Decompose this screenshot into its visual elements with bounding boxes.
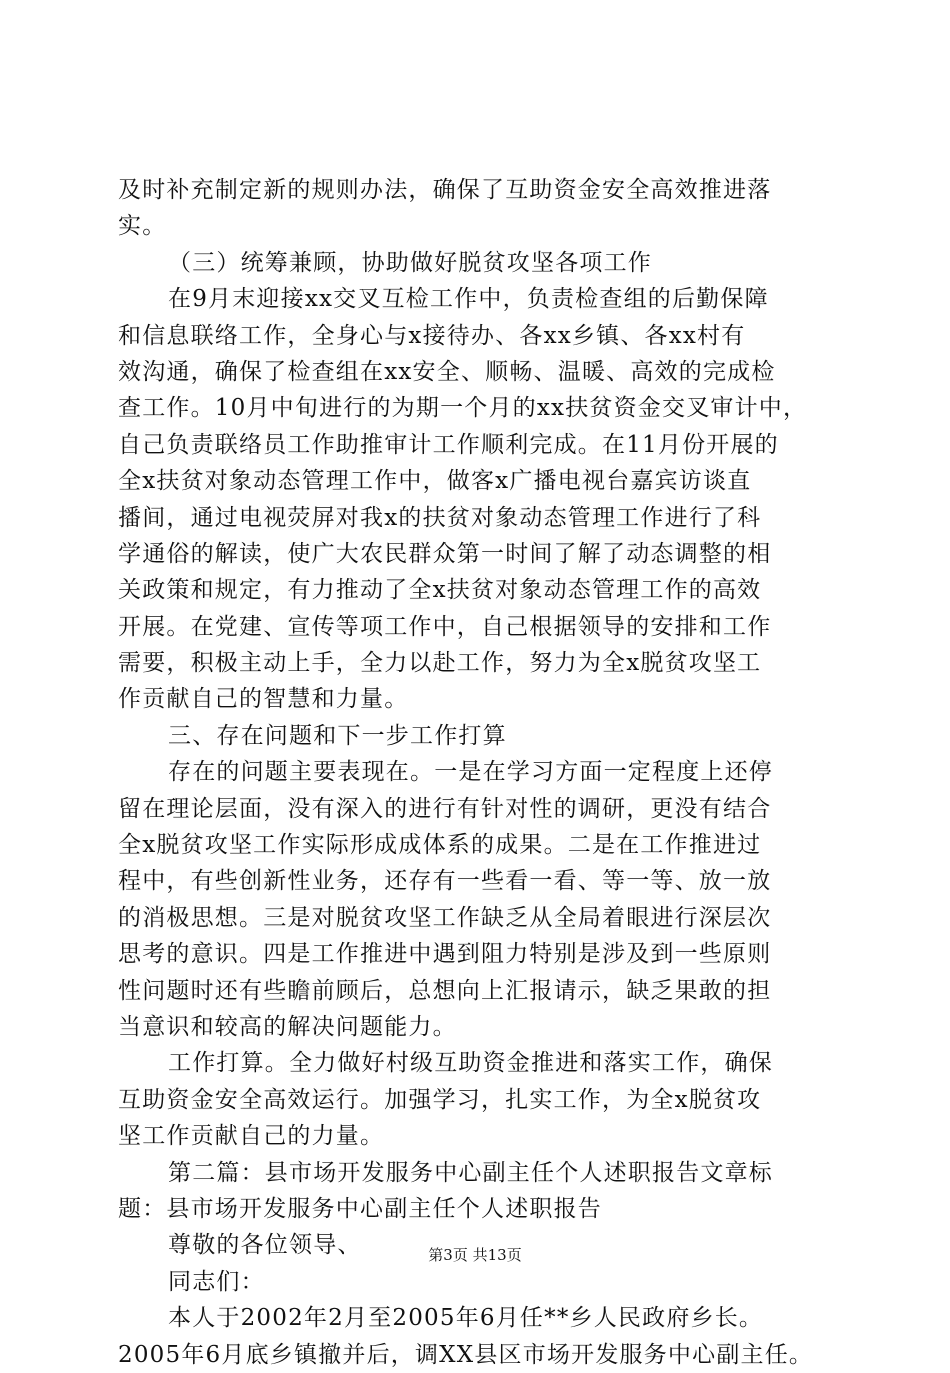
text-line: 当意识和较高的解决问题能力。 xyxy=(118,1013,457,1040)
text-line: 全x脱贫攻坚工作实际形成成体系的成果。二是在工作推进过 xyxy=(118,832,762,859)
text-line: 互助资金安全高效运行。加强学习，扎实工作，为全x脱贫攻 xyxy=(118,1086,762,1113)
text-line: 三、存在问题和下一步工作打算 xyxy=(168,722,507,749)
text-line: 开展。在党建、宣传等项工作中，自己根据领导的安排和工作 xyxy=(118,613,772,640)
text-line: 思考的意识。四是工作推进中遇到阻力特别是涉及到一些原则 xyxy=(118,941,772,968)
text-line: 本人于2002年2月至2005年6月任**乡人民政府乡长。 xyxy=(168,1305,764,1332)
text-line: 2005年6月底乡镇撤并后，调XX县区市场开发服务中心副主任。 xyxy=(118,1341,814,1368)
text-line: 尊敬的各位领导、 xyxy=(168,1232,362,1259)
text-line: 作贡献自己的智慧和力量。 xyxy=(118,686,409,713)
text-line: 性问题时还有些瞻前顾后，总想向上汇报请示，缺乏果敢的担 xyxy=(118,977,772,1004)
text-line: 查工作。10月中旬进行的为期一个月的xx扶贫资金交叉审计中， xyxy=(118,395,808,422)
text-line: 需要，积极主动上手，全力以赴工作，努力为全x脱贫攻坚工 xyxy=(118,650,762,677)
text-line: 自己负责联络员工作助推审计工作顺利完成。在11月份开展的 xyxy=(118,431,779,458)
text-line: 播间，通过电视荧屏对我x的扶贫对象动态管理工作进行了科 xyxy=(118,504,762,531)
text-line: 同志们： xyxy=(168,1268,265,1295)
text-line: 存在的问题主要表现在。一是在学习方面一定程度上还停 xyxy=(168,759,773,786)
page-footer: 第3页 共13页 xyxy=(428,1246,522,1264)
document-body xyxy=(118,172,838,1373)
text-line: 实。 xyxy=(118,213,167,240)
text-line: （三）统筹兼顾，协助做好脱贫攻坚各项工作 xyxy=(168,249,652,276)
text-line: 和信息联络工作，全身心与x接待办、各xx乡镇、各xx村有 xyxy=(118,322,746,349)
text-line: 留在理论层面，没有深入的进行有针对性的调研，更没有结合 xyxy=(118,795,772,822)
text-line: 学通俗的解读，使广大农民群众第一时间了解了动态调整的相 xyxy=(118,540,772,567)
text-line: 在9月末迎接xx交叉互检工作中，负责检查组的后勤保障 xyxy=(168,286,769,313)
text-line: 关政策和规定，有力推动了全x扶贫对象动态管理工作的高效 xyxy=(118,577,762,604)
text-line: 坚工作贡献自己的力量。 xyxy=(118,1123,385,1150)
text-line: 全x扶贫对象动态管理工作中，做客x广播电视台嘉宾访谈直 xyxy=(118,468,752,495)
text-line: 效沟通，确保了检查组在xx安全、顺畅、温暖、高效的完成检 xyxy=(118,358,776,385)
text-line: 工作打算。全力做好村级互助资金推进和落实工作，确保 xyxy=(168,1050,773,1077)
text-line: 程中，有些创新性业务，还存有一些看一看、等一等、放一放 xyxy=(118,868,772,895)
text-line: 及时补充制定新的规则办法，确保了互助资金安全高效推进落 xyxy=(118,177,772,203)
text-line: 第二篇：县市场开发服务中心副主任个人述职报告文章标 xyxy=(168,1159,773,1186)
text-line: 的消极思想。三是对脱贫攻坚工作缺乏从全局着眼进行深层次 xyxy=(118,904,772,931)
text-line: 题：县市场开发服务中心副主任个人述职报告 xyxy=(118,1195,602,1222)
